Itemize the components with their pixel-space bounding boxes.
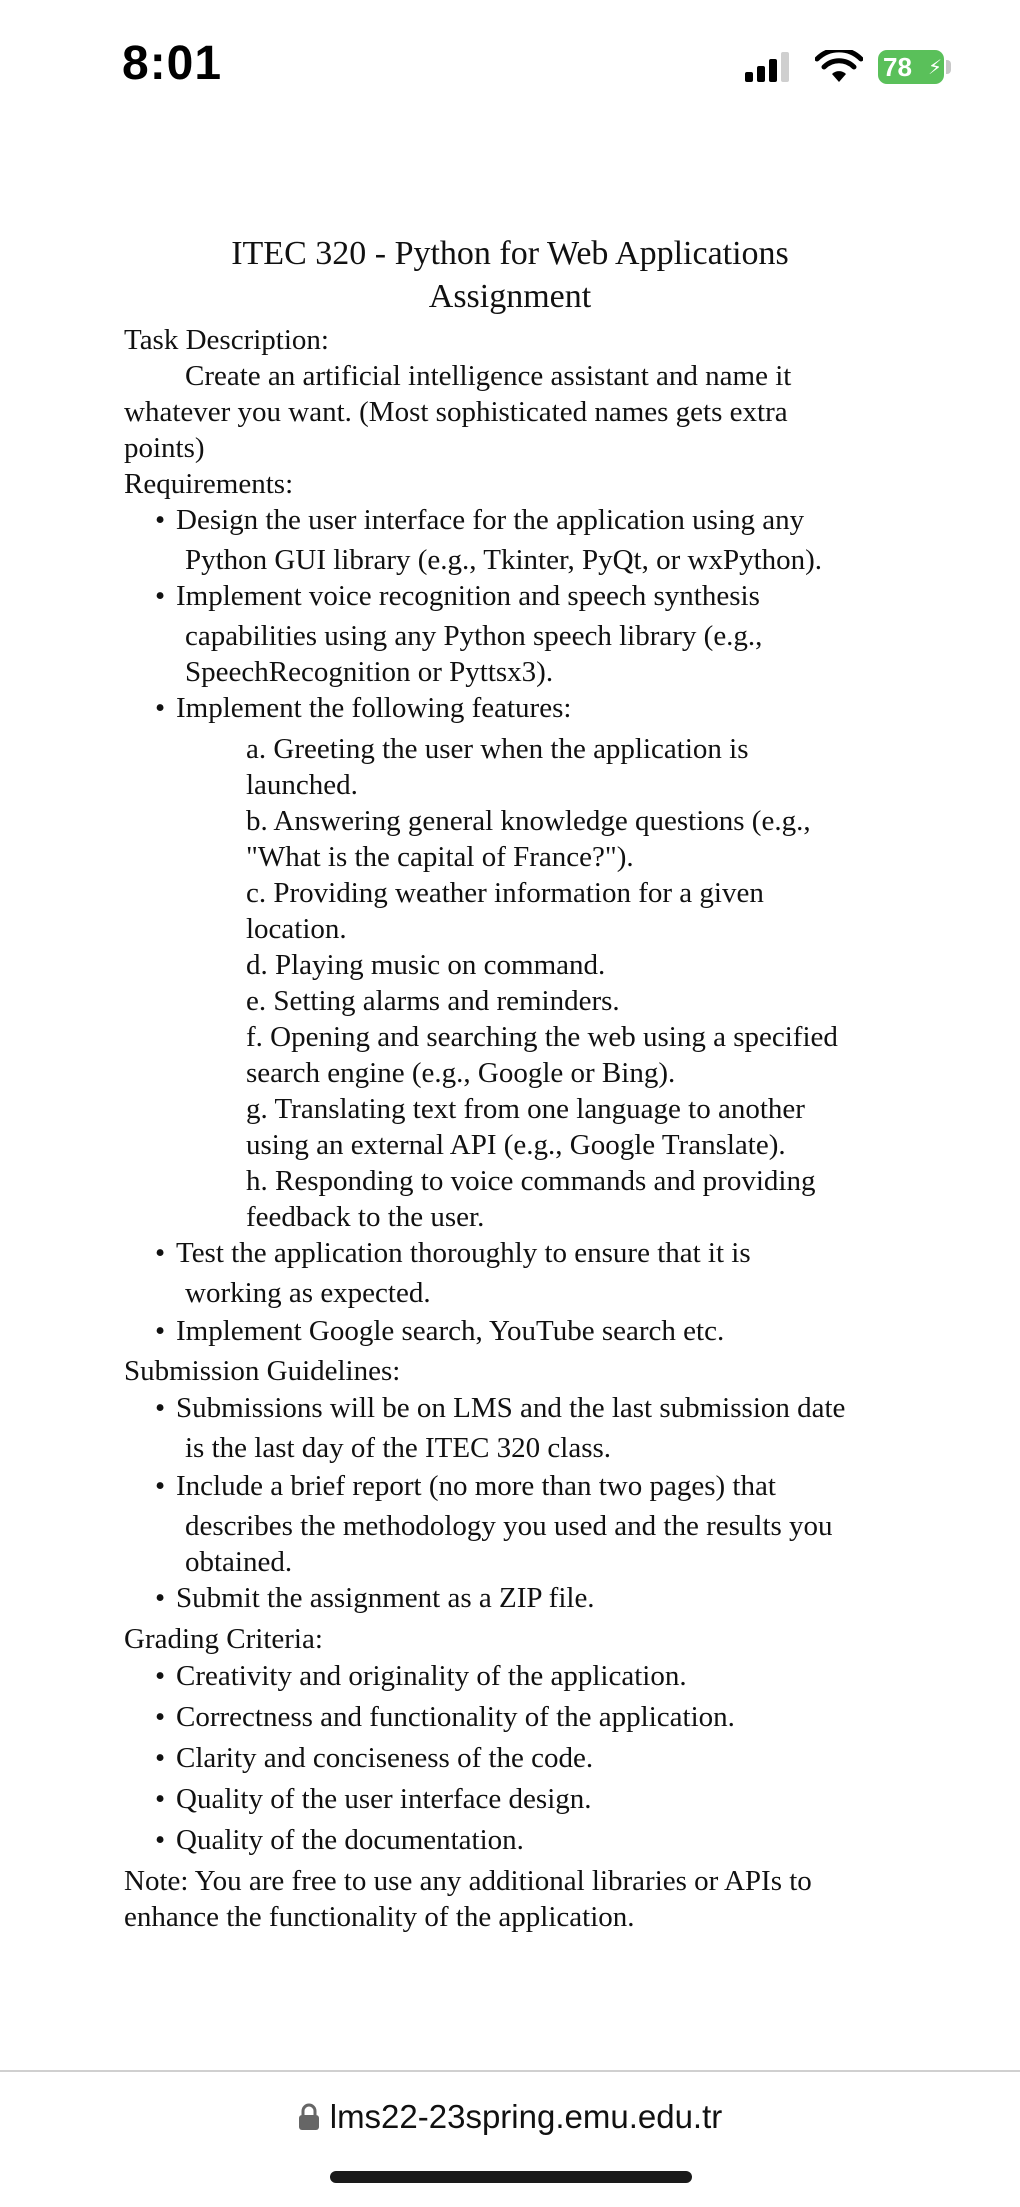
submission-item: describes the methodology you used and the results you [185, 1510, 833, 1542]
grading-heading: Grading Criteria: [124, 1623, 323, 1655]
requirement-item: Design the user interface for the application using any [176, 504, 805, 536]
feature-line: e. Setting alarms and reminders. [246, 985, 620, 1017]
feature-line: launched. [246, 769, 358, 801]
submission-heading: Submission Guidelines: [124, 1355, 401, 1387]
bullet-icon: • [155, 1392, 166, 1424]
wifi-icon [815, 50, 863, 84]
bullet-icon: • [155, 1470, 166, 1502]
grading-item: Clarity and conciseness of the code. [176, 1742, 594, 1774]
feature-line: location. [246, 913, 347, 945]
note-line: Note: You are free to use any additional libraries or APIs to [124, 1865, 812, 1897]
bullet-icon: • [155, 1582, 166, 1614]
grading-item: Creativity and originality of the application. [176, 1660, 687, 1692]
submission-item: Include a brief report (no more than two pages) that [176, 1470, 776, 1502]
requirement-item: Implement voice recognition and speech synthesis [176, 580, 760, 612]
feature-line: feedback to the user. [246, 1201, 485, 1233]
feature-line: c. Providing weather information for a given [246, 877, 764, 909]
feature-line: f. Opening and searching the web using a specified [246, 1021, 838, 1053]
submission-item: Submissions will be on LMS and the last submission date [176, 1392, 846, 1424]
submission-item: Submit the assignment as a ZIP file. [176, 1582, 595, 1614]
status-bar [0, 0, 1020, 130]
requirements-heading: Requirements: [124, 468, 294, 500]
requirement-item: SpeechRecognition or Pyttsx3). [185, 656, 554, 688]
bullet-icon: • [155, 1315, 166, 1347]
feature-line: "What is the capital of France?"). [246, 841, 634, 873]
cellular-signal-icon [745, 52, 795, 82]
home-indicator[interactable] [330, 2171, 692, 2183]
url-bar[interactable] [0, 2098, 1020, 2137]
doc-title-line2: Assignment [428, 278, 592, 315]
url-bar-divider [0, 2070, 1020, 2072]
task-text-line: points) [124, 432, 205, 464]
grading-item: Quality of the user interface design. [176, 1783, 592, 1815]
bullet-icon: • [155, 1824, 166, 1856]
requirement-item: Python GUI library (e.g., Tkinter, PyQt, or wxPython). [185, 544, 823, 576]
bullet-icon: • [155, 692, 166, 724]
requirement-item: working as expected. [185, 1277, 431, 1309]
requirement-item: Implement the following features: [176, 692, 572, 724]
bullet-icon: • [155, 1742, 166, 1774]
submission-item: obtained. [185, 1546, 293, 1578]
bullet-icon: • [155, 504, 166, 536]
note-line: enhance the functionality of the application. [124, 1901, 635, 1933]
feature-line: using an external API (e.g., Google Translate). [246, 1129, 786, 1161]
feature-line: h. Responding to voice commands and providing [246, 1165, 816, 1197]
grading-item: Quality of the documentation. [176, 1824, 524, 1856]
feature-line: a. Greeting the user when the application is [246, 733, 749, 765]
battery-level: 78 [878, 50, 944, 84]
lock-icon [298, 2102, 320, 2132]
feature-line: search engine (e.g., Google or Bing). [246, 1057, 676, 1089]
requirement-item: capabilities using any Python speech library (e.g., [185, 620, 763, 652]
feature-line: g. Translating text from one language to another [246, 1093, 805, 1125]
task-text-line: whatever you want. (Most sophisticated names gets extra [124, 396, 788, 428]
grading-item: Correctness and functionality of the application. [176, 1701, 735, 1733]
bullet-icon: • [155, 1783, 166, 1815]
task-text-line: Create an artificial intelligence assistant and name it [185, 360, 792, 392]
feature-line: d. Playing music on command. [246, 949, 606, 981]
bullet-icon: • [155, 1237, 166, 1269]
charging-bolt-icon: ⚡ [928, 55, 943, 79]
task-heading: Task Description: [124, 324, 329, 356]
bullet-icon: • [155, 1660, 166, 1692]
requirement-item: Implement Google search, YouTube search etc. [176, 1315, 725, 1347]
feature-line: b. Answering general knowledge questions (e.g., [246, 805, 811, 837]
submission-item: is the last day of the ITEC 320 class. [185, 1432, 612, 1464]
bullet-icon: • [155, 580, 166, 612]
doc-title-line1: ITEC 320 - Python for Web Applications [231, 235, 789, 272]
bullet-icon: • [155, 1701, 166, 1733]
status-time: 8:01 [122, 37, 223, 90]
requirement-item: Test the application thoroughly to ensure that it is [176, 1237, 751, 1269]
url-text[interactable]: lms22-23spring.emu.edu.tr [329, 2098, 723, 2135]
